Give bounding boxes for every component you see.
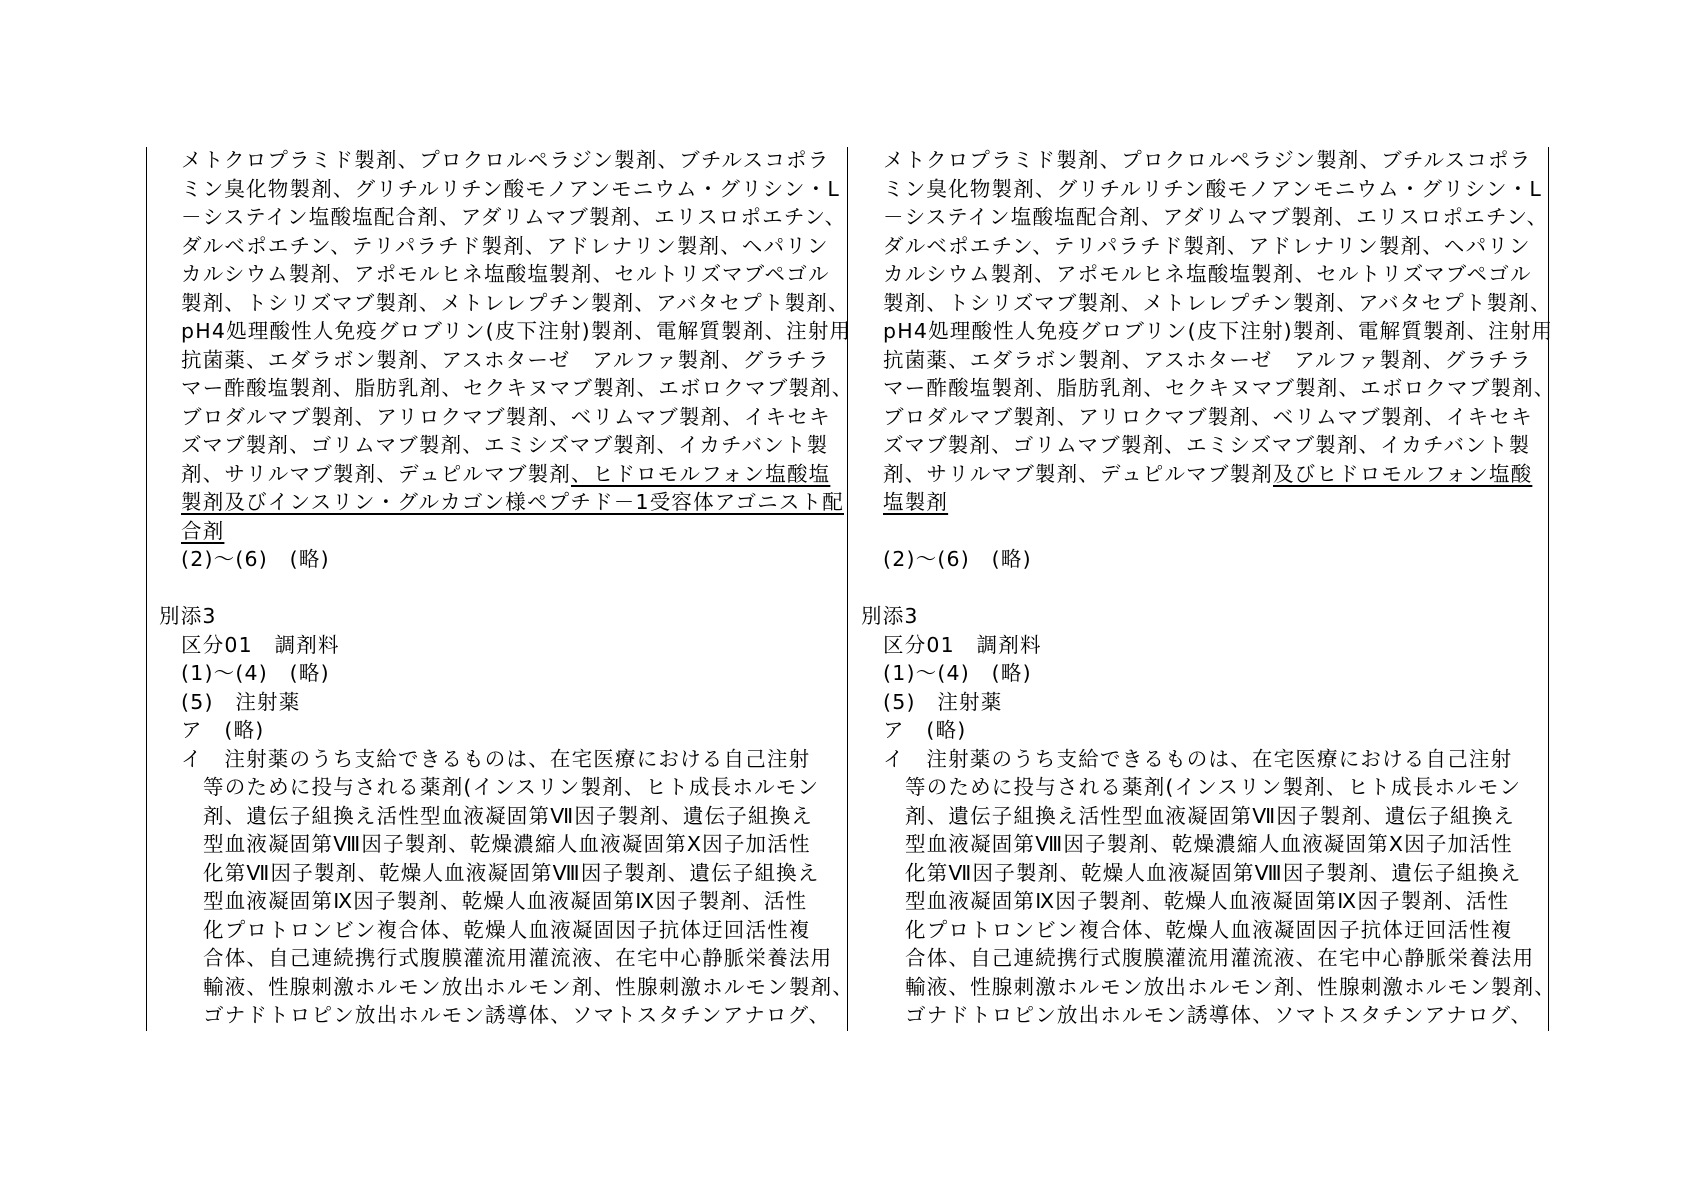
item-i-line: 剤、遺伝子組換え活性型血液凝固第Ⅶ因子製剤、遺伝子組換え [905, 803, 1516, 828]
item-a: ア (略) [181, 718, 265, 742]
unchanged-text: 剤、サリルマブ製剤、デュピルマブ製剤 [883, 461, 1273, 486]
item-i-line: 型血液凝固第Ⅷ因子製剤、乾燥濃縮人血液凝固第Ⅹ因子加活性 [203, 832, 811, 856]
list-line: メトクロプラミド製剤、プロクロルペラジン製剤、ブチルスコポラ [181, 148, 830, 172]
item-i-line: 輸液、性腺刺激ホルモン放出ホルモン剤、性腺刺激ホルモン製剤、 [905, 974, 1556, 999]
list-line: マー酢酸塩製剤、脂肪乳剤、セクキヌマブ製剤、エボロクマブ製剤、 [181, 376, 854, 400]
section-subheading: 区分01 調剤料 [181, 632, 340, 657]
item-i: イ 注射薬のうち支給できるものは、在宅医療における自己注射 [883, 746, 1513, 771]
item-i-line: 剤、遺伝子組換え活性型血液凝固第Ⅶ因子製剤、遺伝子組換え [203, 803, 814, 828]
list-line [181, 460, 830, 489]
item-i-line: 化プロトロンビン複合体、乾燥人血液凝固因子抗体迂回活性複 [203, 917, 811, 942]
list-line: －システイン塩酸塩配合剤、アダリムマブ製剤、エリスロポエチン、 [883, 205, 1549, 229]
list-line: －システイン塩酸塩配合剤、アダリムマブ製剤、エリスロポエチン、 [181, 205, 847, 229]
list-line: 抗菌薬、エダラボン製剤、アスホターゼ アルファ製剤、グラチラ [181, 347, 830, 372]
list-line: ブロダルマブ製剤、アリロクマブ製剤、ベリムマブ製剤、イキセキ [181, 404, 831, 429]
item-heading: (5) 注射薬 [883, 689, 1003, 714]
list-line [883, 460, 1532, 489]
list-line: ブロダルマブ製剤、アリロクマブ製剤、ベリムマブ製剤、イキセキ [883, 404, 1533, 429]
table-right-border [1548, 147, 1549, 1031]
list-line: pH4処理酸性人免疫グロブリン(皮下注射)製剤、電解質製剤、注射用 [883, 319, 1554, 343]
item-i-line: 型血液凝固第Ⅸ因子製剤、乾燥人血液凝固第Ⅸ因子製剤、活性 [905, 889, 1510, 913]
section-heading: 別添3 [159, 604, 217, 628]
item-i-line: 化プロトロンビン複合体、乾燥人血液凝固因子抗体迂回活性複 [905, 917, 1513, 942]
list-line: ズマブ製剤、ゴリムマブ製剤、エミシズマブ製剤、イカチバント製 [883, 433, 1531, 457]
item-i-line: 輸液、性腺刺激ホルモン放出ホルモン剤、性腺刺激ホルモン製剤、 [203, 974, 854, 999]
item-i-line: 等のために投与される薬剤(インスリン製剤、ヒト成長ホルモン [905, 775, 1522, 799]
omitted-items: (1)～(4) (略) [181, 661, 330, 685]
amended-text-underlined: 塩製剤 [883, 490, 949, 514]
list-line: 製剤、トシリズマブ製剤、メトレレプチン製剤、アバタセプト製剤、 [883, 290, 1552, 315]
item-i: イ 注射薬のうち支給できるものは、在宅医療における自己注射 [181, 746, 811, 771]
omitted-items: (1)～(4) (略) [883, 661, 1032, 685]
list-line: ズマブ製剤、ゴリムマブ製剤、エミシズマブ製剤、イカチバント製 [181, 433, 829, 457]
item-i-line: 型血液凝固第Ⅸ因子製剤、乾燥人血液凝固第Ⅸ因子製剤、活性 [203, 889, 808, 913]
item-i-line: 化第Ⅶ因子製剤、乾燥人血液凝固第Ⅷ因子製剤、遺伝子組換え [203, 860, 820, 885]
item-i-line: ゴナドトロピン放出ホルモン誘導体、ソマトスタチンアナログ、 [203, 1003, 831, 1027]
item-i-line: 型血液凝固第Ⅷ因子製剤、乾燥濃縮人血液凝固第Ⅹ因子加活性 [905, 832, 1513, 856]
item-i-line: 等のために投与される薬剤(インスリン製剤、ヒト成長ホルモン [203, 775, 820, 799]
section-subheading: 区分01 調剤料 [883, 632, 1042, 657]
omitted-items: (2)～(6) (略) [883, 547, 1032, 571]
list-line: メトクロプラミド製剤、プロクロルペラジン製剤、ブチルスコポラ [883, 148, 1532, 172]
list-line: カルシウム製剤、アポモルヒネ塩酸塩製剤、セルトリズマブペゴル [883, 262, 1532, 286]
amended-text-underlined: 及びヒドロモルフォン塩酸 [1272, 461, 1533, 486]
table-column-divider [847, 147, 848, 1031]
list-line: ダルベポエチン、テリパラチド製剤、アドレナリン製剤、ヘパリン [181, 233, 829, 258]
unchanged-text: 剤、サリルマブ製剤、デュピルマブ製剤 [181, 461, 571, 486]
item-i-line: 化第Ⅶ因子製剤、乾燥人血液凝固第Ⅷ因子製剤、遺伝子組換え [905, 860, 1522, 885]
list-line: ミン臭化物製剤、グリチルリチン酸モノアンモニウム・グリシン・L [181, 176, 841, 201]
list-line: 製剤、トシリズマブ製剤、メトレレプチン製剤、アバタセプト製剤、 [181, 290, 850, 315]
list-line: ダルベポエチン、テリパラチド製剤、アドレナリン製剤、ヘパリン [883, 233, 1531, 258]
item-i-line: 合体、自己連続携行式腹膜灌流用灌流液、在宅中心静脈栄養法用 [203, 946, 833, 970]
table-left-border [146, 147, 147, 1031]
list-line: 抗菌薬、エダラボン製剤、アスホターゼ アルファ製剤、グラチラ [883, 347, 1532, 372]
list-line: ミン臭化物製剤、グリチルリチン酸モノアンモニウム・グリシン・L [883, 176, 1543, 201]
item-heading: (5) 注射薬 [181, 689, 301, 714]
amended-text-underlined: 製剤及びインスリン・グルカゴン様ペプチド－1受容体アゴニスト配 [181, 490, 844, 514]
omitted-items: (2)～(6) (略) [181, 547, 330, 571]
section-heading: 別添3 [861, 604, 919, 628]
list-line: マー酢酸塩製剤、脂肪乳剤、セクキヌマブ製剤、エボロクマブ製剤、 [883, 376, 1556, 400]
amended-text-underlined: 、ヒドロモルフォン塩酸塩 [570, 461, 831, 486]
list-line: カルシウム製剤、アポモルヒネ塩酸塩製剤、セルトリズマブペゴル [181, 262, 830, 286]
item-i-line: 合体、自己連続携行式腹膜灌流用灌流液、在宅中心静脈栄養法用 [905, 946, 1535, 970]
item-i-line: ゴナドトロピン放出ホルモン誘導体、ソマトスタチンアナログ、 [905, 1003, 1533, 1027]
list-line: pH4処理酸性人免疫グロブリン(皮下注射)製剤、電解質製剤、注射用 [181, 319, 852, 343]
amended-text-underlined: 合剤 [181, 518, 225, 543]
item-a: ア (略) [883, 718, 967, 742]
